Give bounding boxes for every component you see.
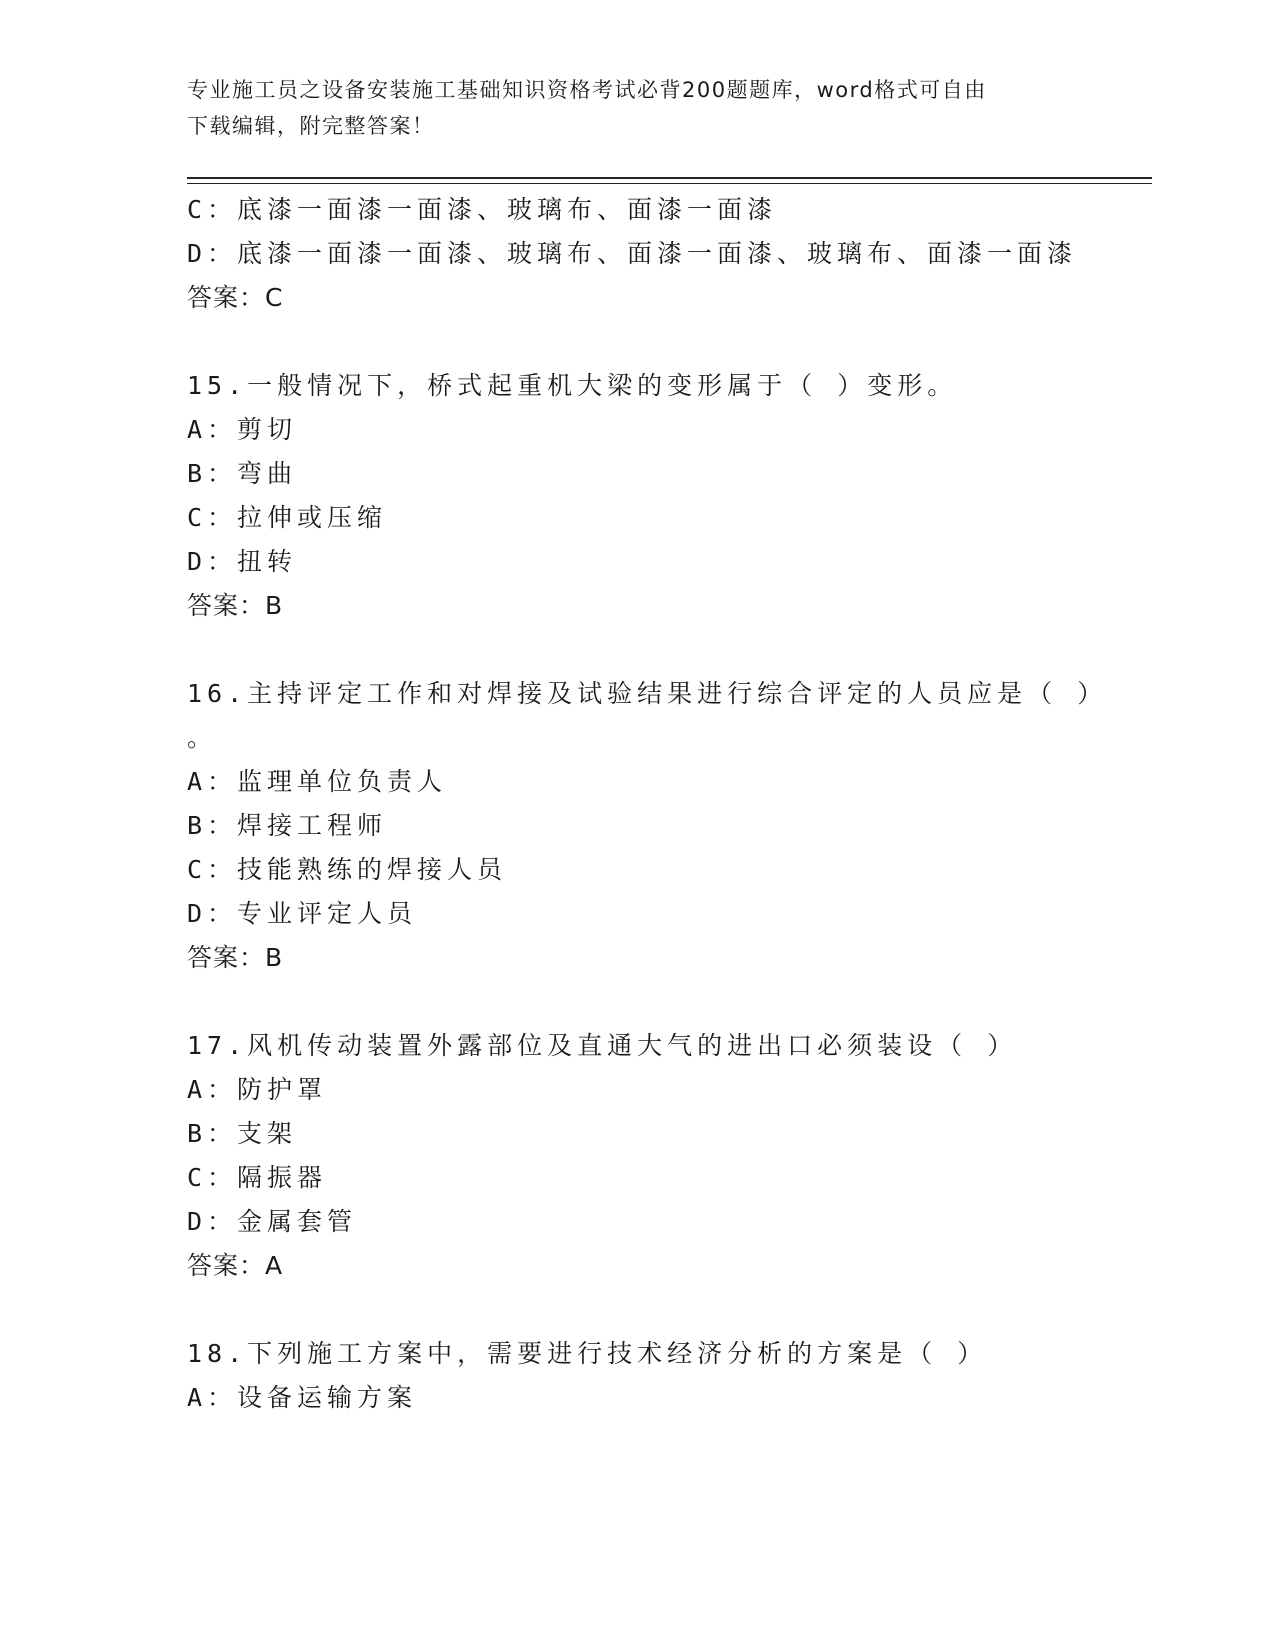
header-line-1: 专业施工员之设备安装施工基础知识资格考试必背200题题库，word格式可自由	[187, 78, 987, 102]
q17-option-b: B：支架	[187, 1119, 298, 1148]
q16-option-a: A：监理单位负责人	[187, 767, 448, 796]
q15-option-d: D：扭转	[187, 547, 298, 576]
q16-question: 16.主持评定工作和对焊接及试验结果进行综合评定的人员应是（ ）	[187, 679, 1108, 708]
q16-question-cont: 。	[187, 723, 218, 752]
q17-answer: 答案：A	[187, 1251, 284, 1280]
q18-question: 18.下列施工方案中，需要进行技术经济分析的方案是（ ）	[187, 1339, 988, 1368]
q15-option-c: C：拉伸或压缩	[187, 503, 388, 532]
q15-option-a: A：剪切	[187, 415, 298, 444]
q16-option-c: C：技能熟练的焊接人员	[187, 855, 508, 884]
q15-answer: 答案：B	[187, 591, 284, 620]
q17-question: 17.风机传动装置外露部位及直通大气的进出口必须装设（ ）	[187, 1031, 1018, 1060]
q15-question: 15.一般情况下，桥式起重机大梁的变形属于（ ）变形。	[187, 371, 958, 400]
q16-option-d: D：专业评定人员	[187, 899, 418, 928]
q17-option-d: D：金属套管	[187, 1207, 358, 1236]
q17-option-c: C：隔振器	[187, 1163, 328, 1192]
q17-option-a: A：防护罩	[187, 1075, 328, 1104]
q18-option-a: A：设备运输方案	[187, 1383, 418, 1412]
header-divider-thin	[187, 183, 1152, 184]
q15-option-b: B：弯曲	[187, 459, 298, 488]
q14-answer: 答案：C	[187, 283, 284, 312]
q16-option-b: B：焊接工程师	[187, 811, 388, 840]
header-divider-thick	[187, 177, 1152, 179]
q14-option-c: C：底漆一面漆一面漆、玻璃布、面漆一面漆	[187, 195, 778, 224]
q16-answer: 答案：B	[187, 943, 284, 972]
document-header	[187, 72, 1067, 144]
q14-option-d: D：底漆一面漆一面漆、玻璃布、面漆一面漆、玻璃布、面漆一面漆	[187, 239, 1078, 268]
header-line-2: 下载编辑，附完整答案！	[187, 114, 435, 138]
